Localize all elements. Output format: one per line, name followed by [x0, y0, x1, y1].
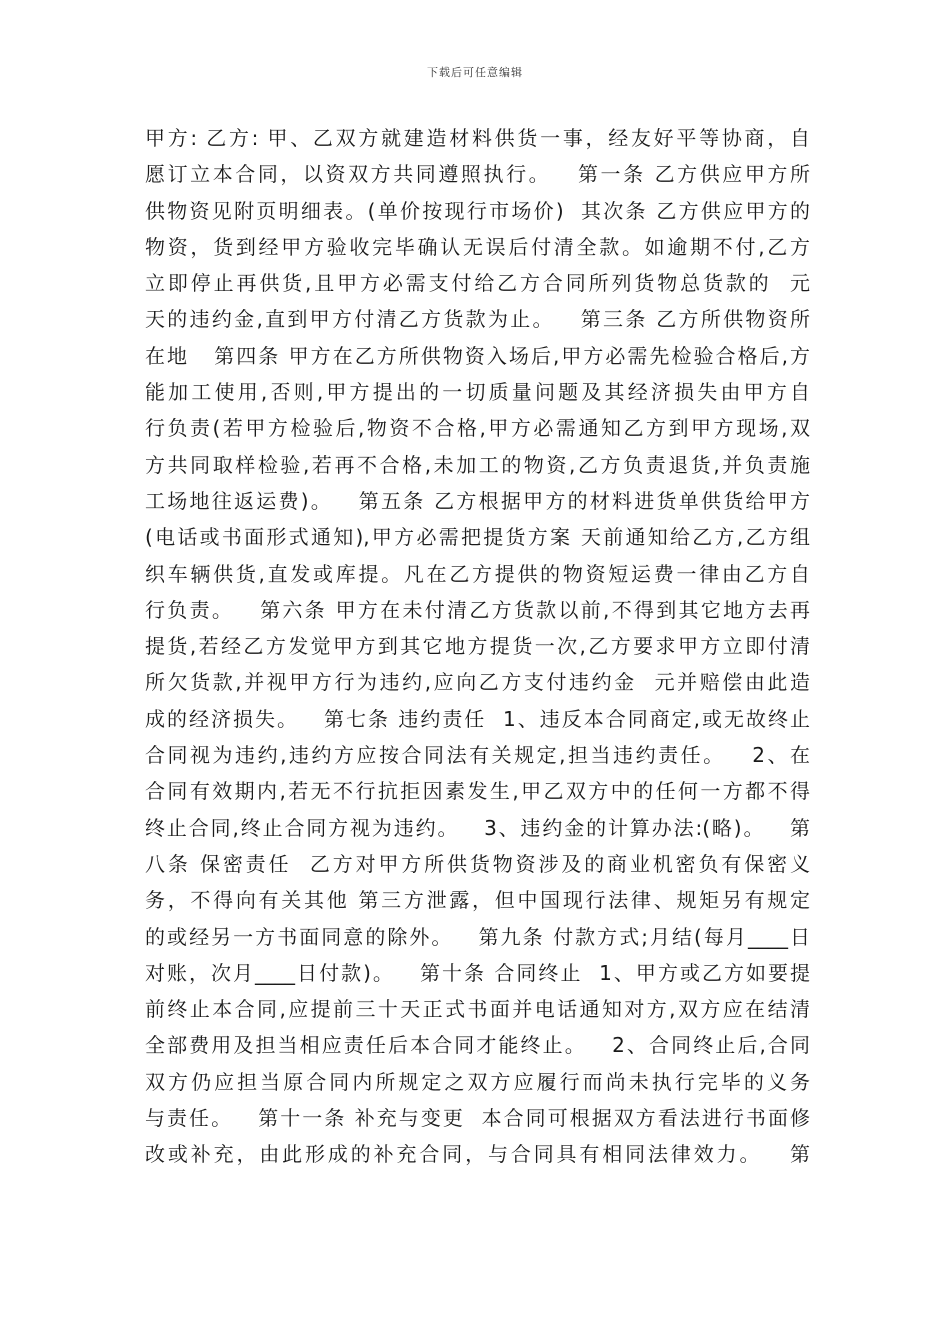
- text-line: 织车辆供货,直发或库提。凡在乙方提供的物资短运费一律由乙方自: [145, 561, 810, 586]
- text-line: 愿订立本合同，以资双方共同遵照执行。 第一条 乙方供应甲方所: [145, 162, 810, 187]
- text-line: 在地 第四条 甲方在乙方所供物资入场后,甲方必需先检验合格后,方: [145, 343, 810, 368]
- text-line: 八条 保密责任 乙方对甲方所供货物资涉及的商业机密负有保密义: [145, 851, 810, 876]
- text-line: 成的经济损失。 第七条 违约责任 1、违反本合同商定,或无故终止: [145, 706, 810, 731]
- text-line: 物资，货到经甲方验收完毕确认无误后付清全款。如逾期不付,乙方: [145, 234, 810, 259]
- text-line: 提货,若经乙方发觉甲方到其它地方提货一次,乙方要求甲方立即付清: [145, 634, 810, 659]
- text-line: 方共同取样检验,若再不合格,未加工的物资,乙方负责退货,并负责施: [145, 452, 810, 477]
- text-line: 改或补充，由此形成的补充合同，与合同具有相同法律效力。 第: [145, 1142, 810, 1167]
- text-line: 终止合同,终止合同方视为违约。 3、违约金的计算办法:(略)。 第: [145, 815, 810, 840]
- text-line: (电话或书面形式通知),甲方必需把提货方案 天前通知给乙方,乙方组: [145, 525, 810, 550]
- page-header: 下载后可任意编辑: [427, 66, 523, 79]
- text-line: 工场地往返运费)。 第五条 乙方根据甲方的材料进货单供货给甲方: [145, 488, 810, 513]
- text-line: 务，不得向有关其他 第三方泄露，但中国现行法律、规矩另有规定: [145, 888, 810, 913]
- text-line: 甲方: 乙方: 甲、乙双方就建造材料供货一事，经友好平等协商，自: [145, 126, 810, 150]
- text-line: 行负责(若甲方检验后,物资不合格,甲方必需通知乙方到甲方现场,双: [145, 416, 810, 441]
- text-line: 的或经另一方书面同意的除外。 第九条 付款方式;月结(每月____日: [145, 924, 810, 949]
- text-line: 合同有效期内,若无不行抗拒因素发生,甲乙双方中的任何一方都不得: [145, 779, 810, 804]
- text-line: 与责任。 第十一条 补充与变更 本合同可根据双方看法进行书面修: [145, 1106, 810, 1131]
- text-line: 双方仍应担当原合同内所规定之双方应履行而尚未执行完毕的义务: [145, 1069, 810, 1094]
- text-line: 天的违约金,直到甲方付清乙方货款为止。 第三条 乙方所供物资所: [145, 307, 810, 332]
- text-line: 全部费用及担当相应责任后本合同才能终止。 2、合同终止后,合同: [145, 1033, 810, 1058]
- text-line: 合同视为违约,违约方应按合同法有关规定,担当违约责任。 2、在: [145, 743, 810, 768]
- text-line: 前终止本合同,应提前三十天正式书面并电话通知对方,双方应在结清: [145, 997, 810, 1022]
- text-line: 行负责。 第六条 甲方在未付清乙方货款以前,不得到其它地方去再: [145, 597, 810, 622]
- text-line: 立即停止再供货,且甲方必需支付给乙方合同所列货物总货款的 元: [145, 271, 810, 296]
- contract-body: [145, 120, 810, 1173]
- text-line: 能加工使用,否则,甲方提出的一切质量问题及其经济损失由甲方自: [145, 380, 810, 405]
- text-line: 所欠货款,并视甲方行为违约,应向乙方支付违约金 元并赔偿由此造: [145, 670, 810, 695]
- text-line: 对账，次月____日付款)。 第十条 合同终止 1、甲方或乙方如要提: [145, 960, 810, 985]
- text-line: 供物资见附页明细表。(单价按现行市场价) 其次条 乙方供应甲方的: [145, 198, 810, 223]
